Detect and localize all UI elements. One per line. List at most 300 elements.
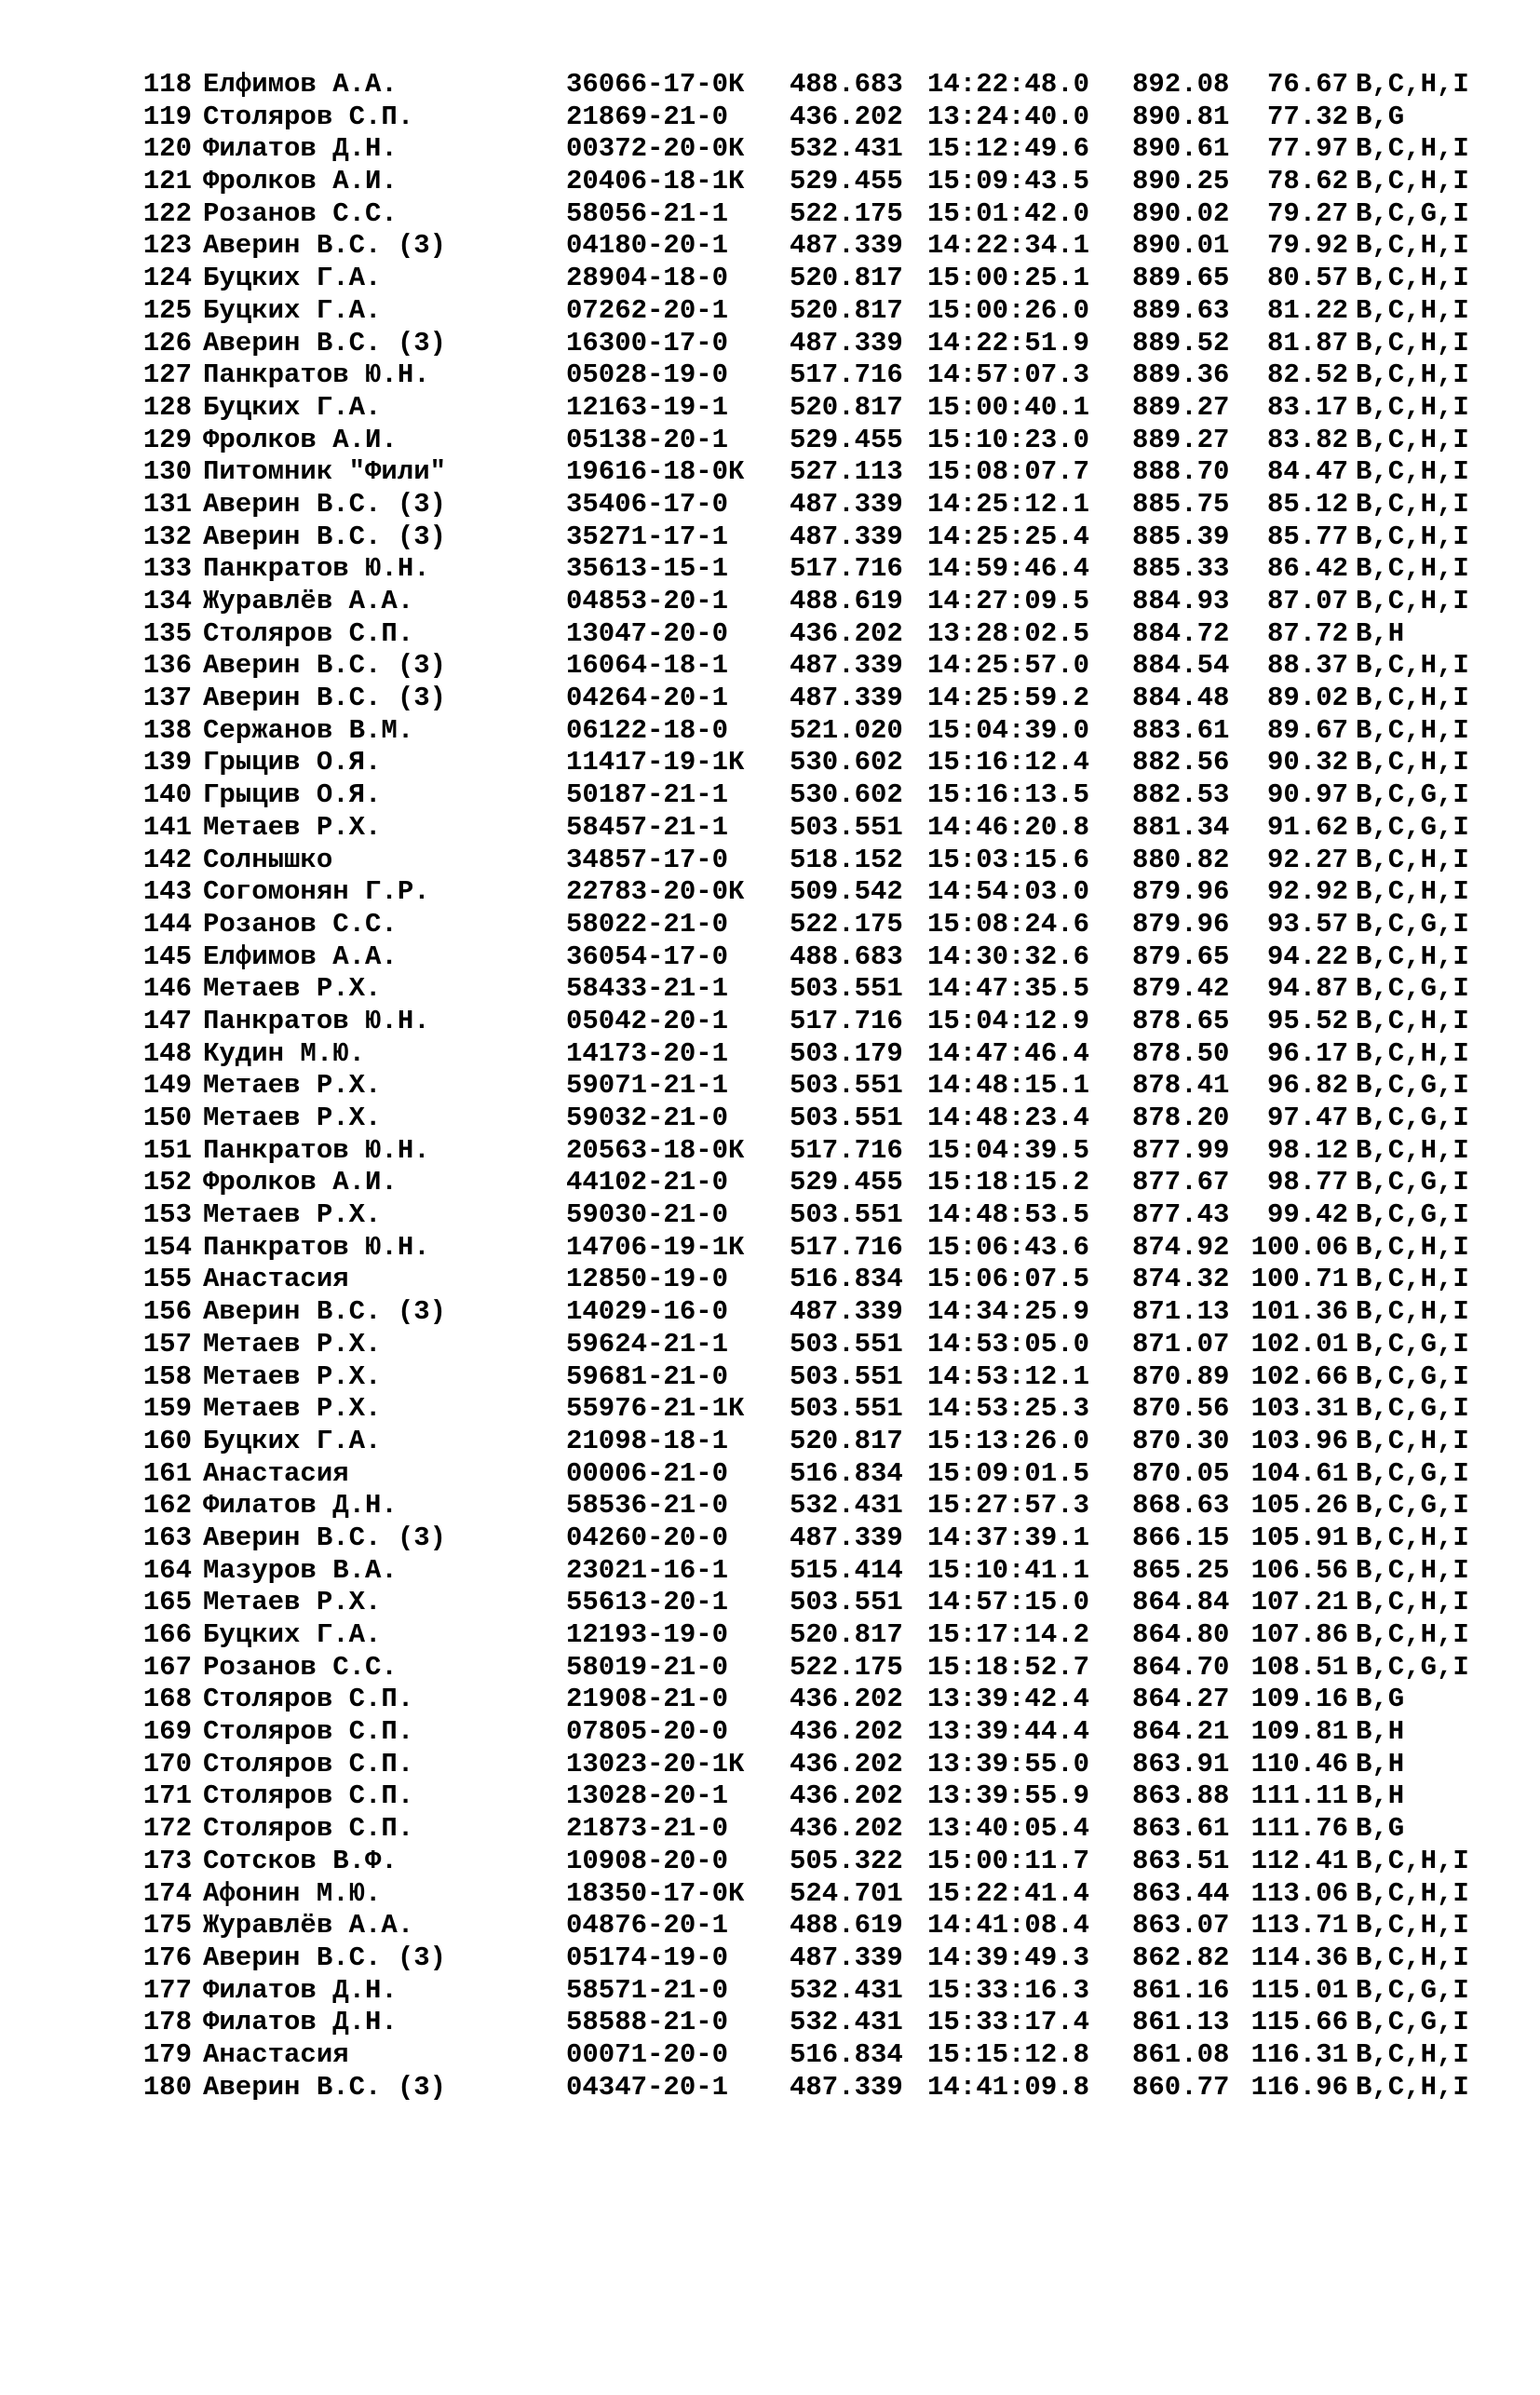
- speed: 871.13: [1132, 1296, 1230, 1328]
- table-row: [136, 294, 1469, 328]
- fancier-name: Аверин В.С. (3): [203, 327, 447, 359]
- arrival-time: 14:53:05.0: [927, 1328, 1090, 1360]
- arrival-time: 15:12:49.6: [927, 133, 1090, 165]
- distance: 436.202: [790, 1813, 903, 1845]
- fancier-name: Анастасия: [203, 2038, 349, 2070]
- distance: 503.551: [790, 1103, 903, 1133]
- points: 80.57: [1266, 263, 1348, 294]
- arrival-time: 14:54:03.0: [927, 876, 1090, 908]
- place-number: 130: [142, 456, 192, 488]
- ring-number: 59681-21-0: [566, 1360, 729, 1392]
- ring-number: 05174-19-0: [566, 1942, 729, 1973]
- fancier-name: Столяров С.П.: [203, 1813, 414, 1845]
- points: 106.56: [1250, 1554, 1348, 1586]
- place-number: 151: [142, 1134, 192, 1166]
- fancier-name: Столяров С.П.: [203, 1716, 414, 1748]
- fancier-name: Питомник "Фили": [203, 456, 447, 488]
- distance: 488.619: [790, 1910, 903, 1942]
- ring-number: 58588-21-0: [566, 2007, 729, 2038]
- speed: 884.93: [1132, 586, 1230, 616]
- points: 111.76: [1250, 1813, 1348, 1845]
- flags: B,C,G,I: [1356, 1070, 1469, 1102]
- ring-number: 59032-21-0: [566, 1103, 729, 1133]
- points: 104.61: [1250, 1457, 1348, 1489]
- flags: B,C,G,I: [1356, 1974, 1469, 2006]
- arrival-time: 13:40:05.4: [927, 1813, 1090, 1845]
- arrival-time: 15:01:42.0: [927, 197, 1090, 229]
- arrival-time: 15:00:40.1: [927, 391, 1090, 423]
- arrival-time: 15:16:12.4: [927, 747, 1090, 778]
- points: 101.36: [1250, 1296, 1348, 1328]
- speed: 864.80: [1132, 1619, 1230, 1650]
- ring-number: 34857-17-0: [566, 844, 729, 875]
- points: 97.47: [1266, 1103, 1348, 1133]
- ring-number: 12163-19-1: [566, 391, 729, 423]
- arrival-time: 15:09:01.5: [927, 1457, 1090, 1489]
- points: 94.22: [1266, 940, 1348, 972]
- speed: 885.33: [1132, 553, 1230, 585]
- speed: 889.65: [1132, 263, 1230, 294]
- table-row: [136, 1587, 1469, 1619]
- table-row: [136, 586, 1469, 618]
- speed: 884.54: [1132, 650, 1230, 682]
- points: 92.92: [1266, 876, 1348, 908]
- place-number: 124: [142, 263, 192, 294]
- results-table: [136, 69, 1469, 2104]
- fancier-name: Метаев Р.Х.: [203, 973, 382, 1005]
- fancier-name: Аверин В.С. (3): [203, 1942, 447, 1973]
- speed: 871.07: [1132, 1328, 1230, 1360]
- flags: B,C,H,I: [1356, 133, 1469, 165]
- ring-number: 55613-20-1: [566, 1587, 729, 1618]
- place-number: 133: [142, 553, 192, 585]
- fancier-name: Аверин В.С. (3): [203, 488, 447, 520]
- fancier-name: Метаев Р.Х.: [203, 811, 382, 843]
- speed: 889.27: [1132, 424, 1230, 455]
- flags: B,C,G,I: [1356, 1328, 1469, 1360]
- distance: 487.339: [790, 521, 903, 552]
- flags: B,C,H,I: [1356, 166, 1469, 197]
- distance: 530.602: [790, 747, 903, 778]
- speed: 861.08: [1132, 2038, 1230, 2070]
- flags: B,C,H,I: [1356, 488, 1469, 520]
- distance: 517.716: [790, 1005, 903, 1036]
- place-number: 122: [142, 197, 192, 229]
- fancier-name: Фролков А.И.: [203, 424, 398, 455]
- ring-number: 58056-21-1: [566, 197, 729, 229]
- speed: 885.75: [1132, 488, 1230, 520]
- fancier-name: Журавлёв А.А.: [203, 586, 414, 616]
- points: 113.71: [1250, 1910, 1348, 1942]
- arrival-time: 14:57:15.0: [927, 1587, 1090, 1618]
- place-number: 173: [142, 1845, 192, 1876]
- place-number: 136: [142, 650, 192, 682]
- arrival-time: 14:25:57.0: [927, 650, 1090, 682]
- table-row: [136, 2038, 1469, 2072]
- flags: B,C,H,I: [1356, 263, 1469, 294]
- speed: 882.53: [1132, 779, 1230, 811]
- distance: 487.339: [790, 683, 903, 714]
- speed: 866.15: [1132, 1522, 1230, 1553]
- arrival-time: 15:13:26.0: [927, 1425, 1090, 1456]
- place-number: 150: [142, 1103, 192, 1133]
- speed: 870.89: [1132, 1360, 1230, 1392]
- table-row: [136, 1490, 1469, 1522]
- speed: 870.30: [1132, 1425, 1230, 1456]
- points: 96.17: [1266, 1037, 1348, 1069]
- speed: 864.27: [1132, 1684, 1230, 1715]
- speed: 882.56: [1132, 747, 1230, 778]
- place-number: 119: [142, 101, 192, 132]
- arrival-time: 15:09:43.5: [927, 166, 1090, 197]
- fancier-name: Анастасия: [203, 1264, 349, 1295]
- distance: 503.551: [790, 1360, 903, 1392]
- flags: B,C,H,I: [1356, 230, 1469, 262]
- distance: 509.542: [790, 876, 903, 908]
- speed: 874.32: [1132, 1264, 1230, 1295]
- arrival-time: 13:39:55.9: [927, 1780, 1090, 1812]
- ring-number: 07805-20-0: [566, 1716, 729, 1748]
- fancier-name: Метаев Р.Х.: [203, 1587, 382, 1618]
- ring-number: 58536-21-0: [566, 1490, 729, 1522]
- distance: 532.431: [790, 1490, 903, 1522]
- fancier-name: Аверин В.С. (3): [203, 683, 447, 714]
- speed: 888.70: [1132, 456, 1230, 488]
- fancier-name: Буцких Г.А.: [203, 263, 382, 294]
- arrival-time: 15:00:11.7: [927, 1845, 1090, 1876]
- distance: 487.339: [790, 650, 903, 682]
- distance: 517.716: [790, 1231, 903, 1263]
- flags: B,C,G,I: [1356, 197, 1469, 229]
- fancier-name: Метаев Р.Х.: [203, 1360, 382, 1392]
- points: 109.16: [1250, 1684, 1348, 1715]
- points: 96.82: [1266, 1070, 1348, 1102]
- flags: B,C,H,I: [1356, 1231, 1469, 1263]
- speed: 889.36: [1132, 359, 1230, 391]
- ring-number: 00006-21-0: [566, 1457, 729, 1489]
- arrival-time: 15:06:43.6: [927, 1231, 1090, 1263]
- table-row: [136, 683, 1469, 715]
- flags: B,C,H,I: [1356, 521, 1469, 552]
- speed: 883.61: [1132, 714, 1230, 746]
- fancier-name: Панкратов Ю.Н.: [203, 1005, 430, 1036]
- speed: 890.25: [1132, 166, 1230, 197]
- speed: 861.13: [1132, 2007, 1230, 2038]
- distance: 436.202: [790, 101, 903, 132]
- flags: B,H: [1356, 1716, 1405, 1748]
- distance: 529.455: [790, 166, 903, 197]
- flags: B,C,H,I: [1356, 456, 1469, 488]
- distance: 503.551: [790, 1393, 903, 1425]
- place-number: 139: [142, 747, 192, 778]
- ring-number: 21908-21-0: [566, 1684, 729, 1715]
- place-number: 166: [142, 1619, 192, 1650]
- speed: 877.43: [1132, 1199, 1230, 1231]
- speed: 885.39: [1132, 521, 1230, 552]
- arrival-time: 15:18:15.2: [927, 1167, 1090, 1198]
- flags: B,C,G,I: [1356, 2007, 1469, 2038]
- flags: B,C,G,I: [1356, 1103, 1469, 1133]
- fancier-name: Панкратов Ю.Н.: [203, 1231, 430, 1263]
- points: 98.12: [1266, 1134, 1348, 1166]
- table-row: [136, 1554, 1469, 1588]
- points: 107.21: [1250, 1587, 1348, 1618]
- table-row: [136, 391, 1469, 425]
- points: 109.81: [1250, 1716, 1348, 1748]
- table-row: [136, 650, 1469, 683]
- place-number: 158: [142, 1360, 192, 1392]
- fancier-name: Розанов С.С.: [203, 1651, 398, 1683]
- points: 91.62: [1266, 811, 1348, 843]
- ring-number: 04260-20-0: [566, 1522, 729, 1553]
- speed: 863.07: [1132, 1910, 1230, 1942]
- distance: 503.551: [790, 1587, 903, 1618]
- ring-number: 20406-18-1К: [566, 166, 745, 197]
- speed: 879.96: [1132, 876, 1230, 908]
- arrival-time: 14:48:23.4: [927, 1103, 1090, 1133]
- ring-number: 04264-20-1: [566, 683, 729, 714]
- ring-number: 28904-18-0: [566, 263, 729, 294]
- ring-number: 59030-21-0: [566, 1199, 729, 1231]
- ring-number: 00372-20-0К: [566, 133, 745, 165]
- distance: 532.431: [790, 1974, 903, 2006]
- fancier-name: Фролков А.И.: [203, 1167, 398, 1198]
- flags: B,C,H,I: [1356, 1845, 1469, 1876]
- distance: 436.202: [790, 1748, 903, 1779]
- place-number: 147: [142, 1005, 192, 1036]
- place-number: 128: [142, 391, 192, 423]
- ring-number: 44102-21-0: [566, 1167, 729, 1198]
- speed: 890.02: [1132, 197, 1230, 229]
- ring-number: 14173-20-1: [566, 1037, 729, 1069]
- arrival-time: 15:33:17.4: [927, 2007, 1090, 2038]
- place-number: 145: [142, 940, 192, 972]
- place-number: 153: [142, 1199, 192, 1231]
- points: 83.82: [1266, 424, 1348, 455]
- speed: 870.05: [1132, 1457, 1230, 1489]
- table-row: [136, 1103, 1469, 1135]
- distance: 527.113: [790, 456, 903, 488]
- flags: B,C,H,I: [1356, 1554, 1469, 1586]
- place-number: 162: [142, 1490, 192, 1522]
- points: 110.46: [1250, 1748, 1348, 1779]
- fancier-name: Буцких Г.А.: [203, 294, 382, 326]
- fancier-name: Аверин В.С. (3): [203, 2071, 447, 2103]
- flags: B,C,H,I: [1356, 1619, 1469, 1650]
- ring-number: 58019-21-0: [566, 1651, 729, 1683]
- distance: 521.020: [790, 714, 903, 746]
- table-row: [136, 1813, 1405, 1846]
- place-number: 154: [142, 1231, 192, 1263]
- distance: 520.817: [790, 1425, 903, 1456]
- place-number: 155: [142, 1264, 192, 1295]
- arrival-time: 14:22:48.0: [927, 69, 1090, 100]
- table-row: [136, 747, 1469, 779]
- speed: 890.81: [1132, 101, 1230, 132]
- ring-number: 18350-17-0К: [566, 1877, 745, 1909]
- points: 105.26: [1250, 1490, 1348, 1522]
- speed: 864.84: [1132, 1587, 1230, 1618]
- flags: B,C,G,I: [1356, 973, 1469, 1005]
- ring-number: 22783-20-0К: [566, 876, 745, 908]
- fancier-name: Грыцив О.Я.: [203, 779, 382, 811]
- points: 112.41: [1250, 1845, 1348, 1876]
- flags: B,C,H,I: [1356, 359, 1469, 391]
- points: 77.97: [1266, 133, 1348, 165]
- place-number: 174: [142, 1877, 192, 1909]
- distance: 516.834: [790, 1264, 903, 1295]
- arrival-time: 15:17:14.2: [927, 1619, 1090, 1650]
- arrival-time: 14:25:12.1: [927, 488, 1090, 520]
- table-row: [136, 166, 1469, 198]
- points: 81.87: [1266, 327, 1348, 359]
- arrival-time: 14:53:12.1: [927, 1360, 1090, 1392]
- ring-number: 06122-18-0: [566, 714, 729, 746]
- ring-number: 35406-17-0: [566, 488, 729, 520]
- table-row: [136, 1942, 1469, 1975]
- distance: 516.834: [790, 1457, 903, 1489]
- points: 79.92: [1266, 230, 1348, 262]
- flags: B,G: [1356, 1684, 1405, 1715]
- fancier-name: Панкратов Ю.Н.: [203, 1134, 430, 1166]
- arrival-time: 15:00:26.0: [927, 294, 1090, 326]
- table-row: [136, 1457, 1469, 1491]
- distance: 515.414: [790, 1554, 903, 1586]
- place-number: 137: [142, 683, 192, 714]
- table-row: [136, 456, 1469, 489]
- table-row: [136, 1780, 1405, 1813]
- ring-number: 12193-19-0: [566, 1619, 729, 1650]
- ring-number: 16064-18-1: [566, 650, 729, 682]
- table-row: [136, 1199, 1469, 1232]
- distance: 487.339: [790, 327, 903, 359]
- fancier-name: Буцких Г.А.: [203, 1619, 382, 1650]
- table-row: [136, 553, 1469, 586]
- distance: 522.175: [790, 1651, 903, 1683]
- table-row: [136, 1619, 1469, 1652]
- table-row: [136, 779, 1469, 812]
- flags: B,G: [1356, 1813, 1405, 1845]
- place-number: 125: [142, 294, 192, 326]
- place-number: 180: [142, 2071, 192, 2103]
- speed: 880.82: [1132, 844, 1230, 875]
- flags: B,C,H,I: [1356, 294, 1469, 326]
- distance: 488.683: [790, 940, 903, 972]
- flags: B,C,H,I: [1356, 747, 1469, 778]
- speed: 863.88: [1132, 1780, 1230, 1812]
- table-row: [136, 617, 1405, 651]
- ring-number: 05138-20-1: [566, 424, 729, 455]
- distance: 503.551: [790, 811, 903, 843]
- place-number: 172: [142, 1813, 192, 1845]
- speed: 881.34: [1132, 811, 1230, 843]
- distance: 487.339: [790, 2071, 903, 2103]
- arrival-time: 14:48:53.5: [927, 1199, 1090, 1231]
- ring-number: 50187-21-1: [566, 779, 729, 811]
- distance: 436.202: [790, 1716, 903, 1748]
- table-row: [136, 1425, 1469, 1458]
- points: 89.02: [1266, 683, 1348, 714]
- place-number: 178: [142, 2007, 192, 2038]
- flags: B,C,G,I: [1356, 1360, 1469, 1392]
- place-number: 142: [142, 844, 192, 875]
- flags: B,C,H,I: [1356, 1425, 1469, 1456]
- speed: 863.51: [1132, 1845, 1230, 1876]
- table-row: [136, 908, 1469, 941]
- arrival-time: 15:04:39.0: [927, 714, 1090, 746]
- fancier-name: Розанов С.С.: [203, 908, 398, 940]
- flags: B,H: [1356, 1748, 1405, 1779]
- ring-number: 14029-16-0: [566, 1296, 729, 1328]
- place-number: 143: [142, 876, 192, 908]
- distance: 530.602: [790, 779, 903, 811]
- place-number: 138: [142, 714, 192, 746]
- arrival-time: 15:08:24.6: [927, 908, 1090, 940]
- ring-number: 20563-18-0К: [566, 1134, 745, 1166]
- flags: B,C,H,I: [1356, 650, 1469, 682]
- arrival-time: 14:39:49.3: [927, 1942, 1090, 1973]
- speed: 861.16: [1132, 1974, 1230, 2006]
- place-number: 164: [142, 1554, 192, 1586]
- table-row: [136, 327, 1469, 360]
- table-row: [136, 1264, 1469, 1296]
- flags: B,C,G,I: [1356, 1199, 1469, 1231]
- points: 105.91: [1250, 1522, 1348, 1553]
- place-number: 159: [142, 1393, 192, 1425]
- points: 100.06: [1250, 1231, 1348, 1263]
- distance: 488.619: [790, 586, 903, 616]
- table-row: [136, 940, 1469, 974]
- arrival-time: 15:33:16.3: [927, 1974, 1090, 2006]
- arrival-time: 15:00:25.1: [927, 263, 1090, 294]
- ring-number: 00071-20-0: [566, 2038, 729, 2070]
- fancier-name: Столяров С.П.: [203, 1780, 414, 1812]
- table-row: [136, 2007, 1469, 2039]
- ring-number: 07262-20-1: [566, 294, 729, 326]
- ring-number: 58457-21-1: [566, 811, 729, 843]
- flags: B,C,H,I: [1356, 1296, 1469, 1328]
- points: 102.01: [1250, 1328, 1348, 1360]
- table-row: [136, 1877, 1469, 1911]
- ring-number: 13028-20-1: [566, 1780, 729, 1812]
- points: 90.97: [1266, 779, 1348, 811]
- speed: 864.21: [1132, 1716, 1230, 1748]
- points: 84.47: [1266, 456, 1348, 488]
- place-number: 171: [142, 1780, 192, 1812]
- flags: B,C,H,I: [1356, 1877, 1469, 1909]
- table-row: [136, 973, 1469, 1006]
- speed: 879.42: [1132, 973, 1230, 1005]
- points: 116.31: [1250, 2038, 1348, 2070]
- table-row: [136, 1167, 1469, 1199]
- place-number: 175: [142, 1910, 192, 1942]
- speed: 890.61: [1132, 133, 1230, 165]
- flags: B,C,H,I: [1356, 553, 1469, 585]
- flags: B,C,H,I: [1356, 424, 1469, 455]
- arrival-time: 14:41:08.4: [927, 1910, 1090, 1942]
- points: 76.67: [1266, 69, 1348, 100]
- fancier-name: Столяров С.П.: [203, 1684, 414, 1715]
- ring-number: 36054-17-0: [566, 940, 729, 972]
- speed: 879.96: [1132, 908, 1230, 940]
- fancier-name: Аверин В.С. (3): [203, 521, 447, 552]
- place-number: 123: [142, 230, 192, 262]
- points: 93.57: [1266, 908, 1348, 940]
- arrival-time: 15:06:07.5: [927, 1264, 1090, 1295]
- points: 103.96: [1250, 1425, 1348, 1456]
- place-number: 140: [142, 779, 192, 811]
- ring-number: 04876-20-1: [566, 1910, 729, 1942]
